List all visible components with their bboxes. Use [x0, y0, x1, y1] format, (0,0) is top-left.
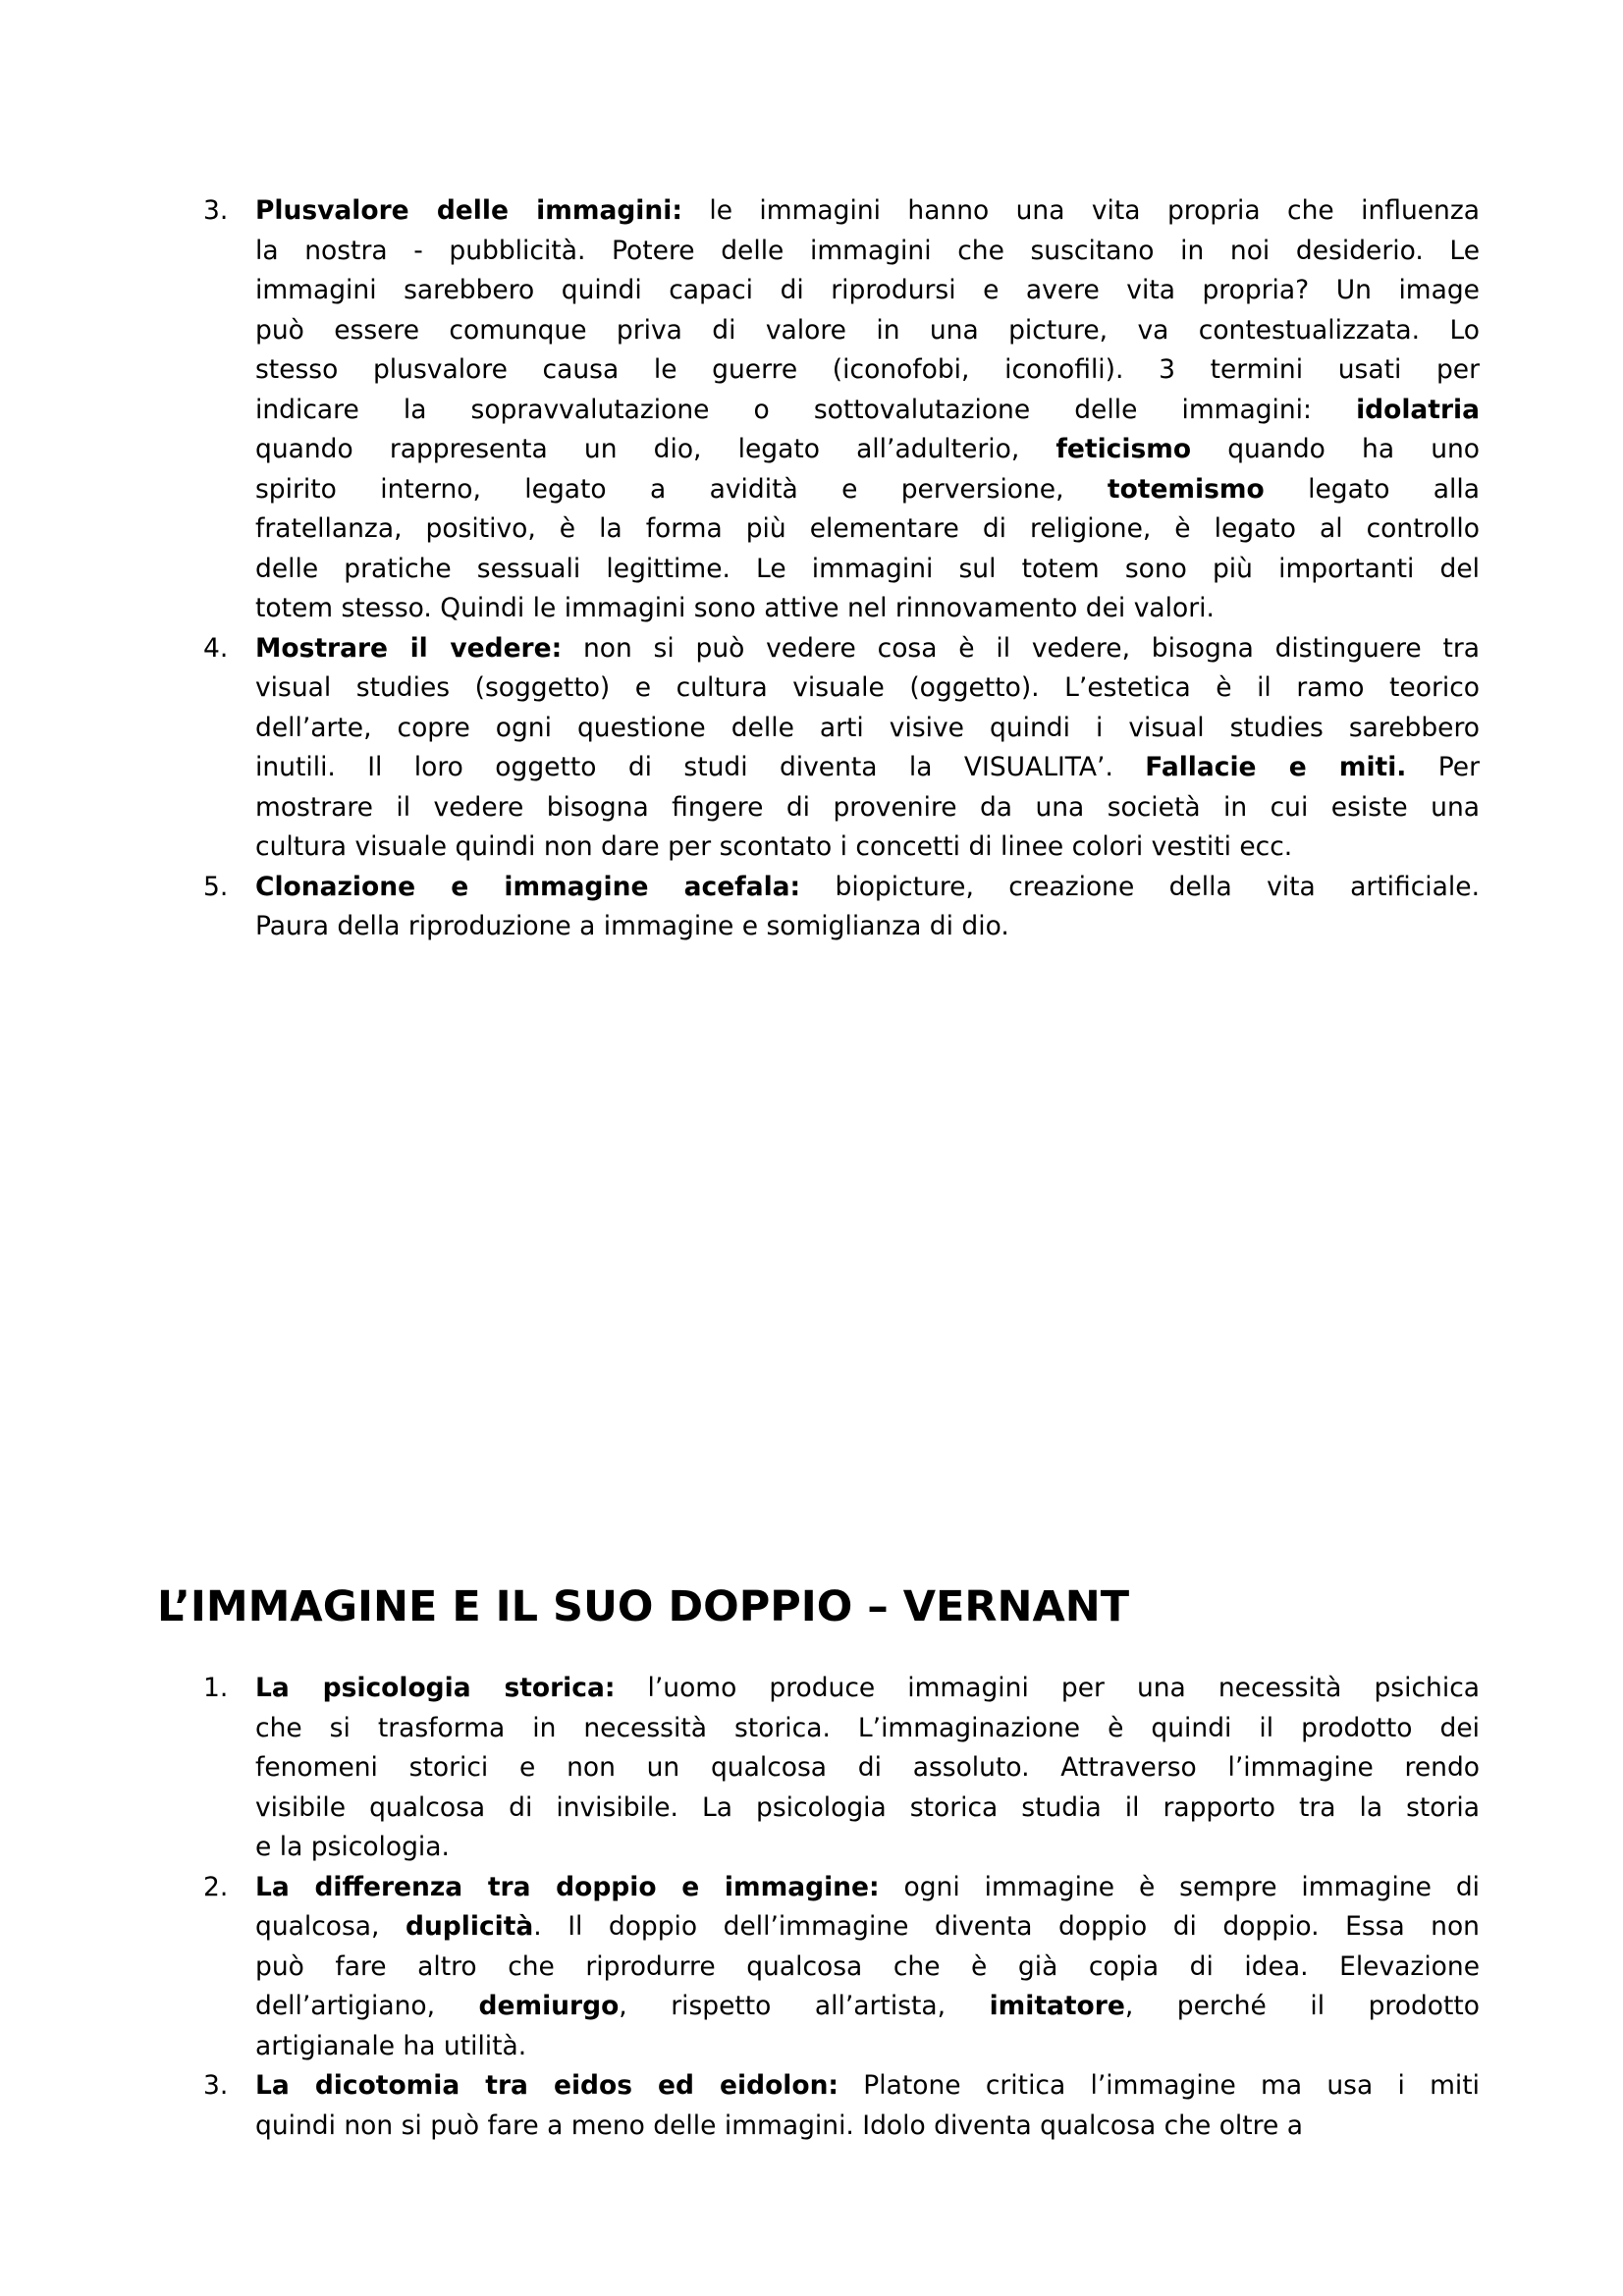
text-run: mostrare il vedere bisogna fingere di provenire da una società in cui esiste una [255, 791, 1480, 823]
bold-term: imitatore [989, 1991, 1125, 2021]
list-item [203, 2066, 1480, 2146]
text-line [255, 391, 1480, 431]
list-item [203, 191, 1480, 629]
text-run: immagini sarebbero quindi capaci di riprodursi e avere vita propria? Un image [255, 275, 1480, 305]
numbered-list-plusvalore [203, 191, 1480, 947]
list-item [203, 868, 1480, 947]
text-run: indicare la sopravvalutazione o sottovalutazione delle immagini: [255, 394, 1357, 425]
text-line [255, 470, 1480, 510]
text-line [255, 1669, 1480, 1709]
bold-term: Clonazione e immagine acefala: [255, 871, 801, 902]
bold-term: La dicotomia tra eidos ed eidolon: [255, 2070, 839, 2101]
text-line [255, 2107, 1480, 2147]
text-run: stesso plusvalore causa le guerre (iconofobi, iconofili). 3 termini usati per [255, 354, 1480, 385]
text-line [255, 828, 1480, 868]
text-line [255, 2027, 1480, 2067]
text-run: l’uomo produce immagini per una necessità psichica [615, 1673, 1480, 1703]
list-item [203, 629, 1480, 868]
text-line [255, 1868, 1480, 1908]
text-run: le immagini hanno una vita propria che influenza [681, 195, 1480, 226]
text-run: e la psicologia. [255, 1832, 450, 1862]
text-run: Paura della riproduzione a immagine e somiglianza di dio. [255, 911, 1009, 941]
text-run: qualcosa, [255, 1911, 406, 1942]
text-run: non si può vedere cosa è il vedere, bisogna distinguere tra [562, 632, 1480, 664]
text-run: biopicture, creazione della vita artificiale. [800, 871, 1480, 902]
text-run: delle pratiche sessuali legittime. Le immagini sul totem sono più importanti del [255, 553, 1480, 584]
text-line [255, 550, 1480, 590]
numbered-list-vernant [203, 1669, 1480, 2146]
list-number: 4. [203, 632, 229, 664]
list-number: 2. [203, 1871, 229, 1902]
text-run: artigianale ha utilità. [255, 2030, 527, 2061]
text-run: . Il doppio dell’immagine diventa doppio di doppio. Essa non [533, 1911, 1480, 1942]
text-line [255, 509, 1480, 550]
text-line [255, 748, 1480, 788]
text-run: quando rappresenta un dio, legato all’adulterio, [255, 434, 1056, 464]
bold-term: duplicità [405, 1911, 534, 1942]
list-number: 3. [203, 2070, 229, 2101]
bold-term: Plusvalore delle immagini: [255, 195, 682, 226]
text-run: dell’artigiano, [255, 1991, 479, 2021]
bold-term: feticismo [1055, 434, 1192, 464]
text-run: visual studies (soggetto) e cultura visuale (oggetto). L’estetica è il ramo teorico [255, 672, 1480, 703]
list-number: 3. [203, 195, 229, 226]
text-line [255, 1828, 1480, 1868]
list-number: 1. [203, 1673, 229, 1703]
text-run: totem stesso. Quindi le immagini sono attive nel rinnovamento dei valori. [255, 593, 1215, 623]
text-line [255, 2066, 1480, 2107]
list-item [203, 1868, 1480, 2067]
text-run: che si trasforma in necessità storica. L’immaginazione è quindi il prodotto dei [255, 1712, 1480, 1743]
text-run: fratellanza, positivo, è la forma più elementare di religione, è legato al controllo [255, 513, 1480, 544]
text-run: fenomeni storici e non un qualcosa di assoluto. Attraverso l’immagine rendo [255, 1752, 1480, 1783]
text-run: Per [1406, 752, 1480, 782]
text-line [255, 311, 1480, 351]
bold-term: Mostrare il vedere: [255, 632, 563, 664]
text-line [255, 868, 1480, 908]
text-run: , rispetto all’artista, [619, 1991, 990, 2021]
text-run: Platone critica l’immagine ma usa i miti [839, 2070, 1480, 2101]
text-line [255, 1709, 1480, 1749]
text-line [255, 668, 1480, 709]
bold-term: La differenza tra doppio e immagine: [255, 1871, 880, 1902]
list-item [203, 1669, 1480, 1868]
text-run: dell’arte, copre ogni questione delle arti visive quindi i visual studies sarebbero [255, 712, 1480, 743]
text-line [255, 1948, 1480, 1988]
text-run: spirito interno, legato a avidità e perversione, [255, 473, 1108, 505]
text-run: la nostra - pubblicità. Potere delle immagini che suscitano in noi desiderio. Le [255, 235, 1480, 266]
bold-term: demiurgo [478, 1991, 620, 2021]
text-line [255, 629, 1480, 669]
text-run: legato alla [1264, 473, 1480, 505]
text-run: visibile qualcosa di invisibile. La psicologia storica studia il rapporto tra la storia [255, 1791, 1480, 1823]
text-line [255, 1748, 1480, 1789]
text-run: quindi non si può fare a meno delle immagini. Idolo diventa qualcosa che oltre a [255, 2109, 1303, 2141]
text-line [255, 191, 1480, 232]
bold-term: idolatria [1356, 394, 1480, 425]
text-run: inutili. Il loro oggetto di studi diventa la VISUALITA’. [255, 752, 1146, 782]
text-line [255, 1789, 1480, 1829]
bold-term: La psicologia storica: [255, 1673, 616, 1703]
text-line [255, 589, 1480, 629]
text-line [255, 350, 1480, 391]
text-line [255, 1907, 1480, 1948]
text-run: , perché il prodotto [1124, 1991, 1480, 2021]
list-number: 5. [203, 871, 229, 902]
text-run: può essere comunque priva di valore in una picture, va contestualizzata. Lo [255, 314, 1480, 346]
text-line [255, 1987, 1480, 2027]
bold-term: totemismo [1107, 473, 1265, 505]
text-run: può fare altro che riprodurre qualcosa che è già copia di idea. Elevazione [255, 1950, 1480, 1982]
text-line [255, 271, 1480, 311]
text-line [255, 788, 1480, 828]
text-run: ogni immagine è sempre immagine di [879, 1871, 1480, 1902]
text-line [255, 709, 1480, 749]
text-run: quando ha uno [1191, 434, 1480, 464]
text-line [255, 430, 1480, 470]
section-heading: L’IMMAGINE E IL SUO DOPPIO – VERNANT [157, 1582, 1130, 1631]
text-line [255, 907, 1480, 947]
bold-term: Fallacie e miti. [1145, 752, 1407, 782]
text-line [255, 232, 1480, 272]
text-run: cultura visuale quindi non dare per scontato i concetti di linee colori vestiti ecc. [255, 831, 1293, 862]
